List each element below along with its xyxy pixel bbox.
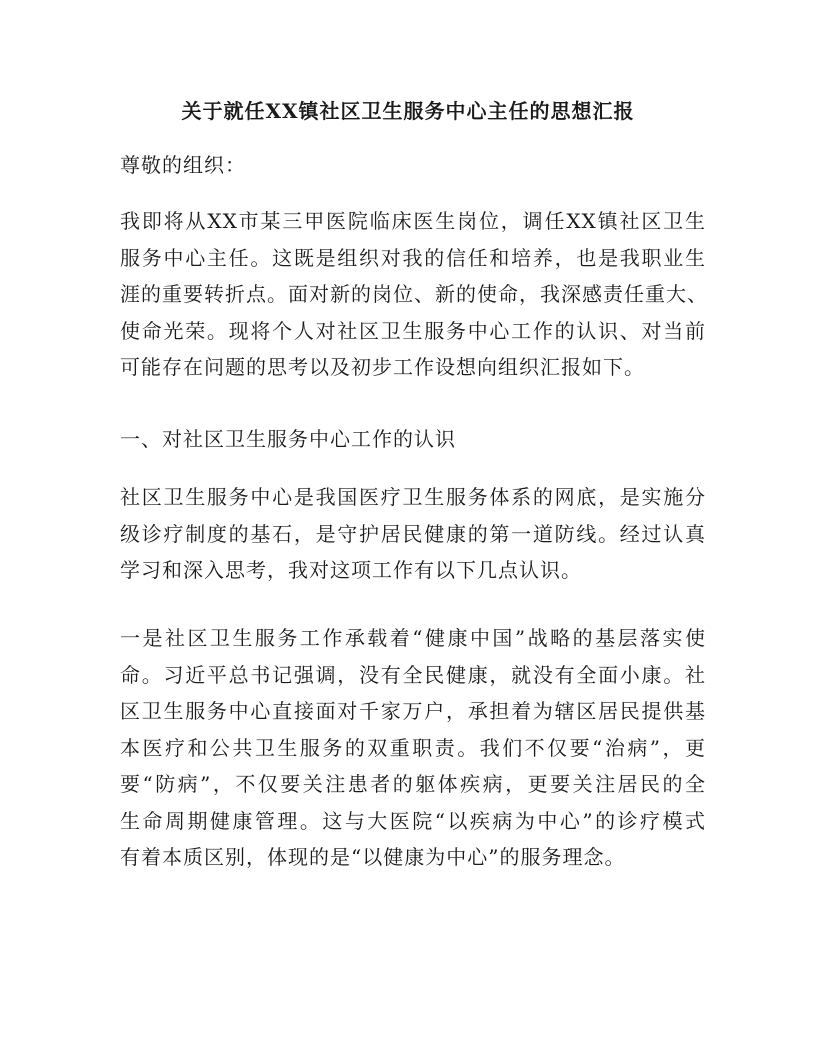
paragraph-line: 学习和深入思考，我对这项工作有以下几点认识。: [120, 558, 582, 582]
paragraph-intro: [120, 203, 706, 386]
paragraph-line: 涯的重要转折点。面对新的岗位、新的使命，我深感责任重大、: [120, 282, 708, 306]
paragraph-line: 社区卫生服务中心是我国医疗卫生服务体系的网底，是实施分: [120, 485, 706, 509]
document-title: 关于就任XX镇社区卫生服务中心主任的思想汇报: [181, 99, 635, 123]
paragraph-line: 区卫生服务中心直接面对千家万户，承担着为辖区居民提供基: [120, 699, 706, 723]
paragraph-line: 有着本质区别，体现的是“以健康为中心”的服务理念。: [120, 845, 626, 869]
salutation: 尊敬的组织：: [120, 153, 246, 177]
section-heading: 一、对社区卫生服务中心工作的认识: [120, 427, 456, 451]
paragraph-line: 本医疗和公共卫生服务的双重职责。我们不仅要“治病”，更: [120, 735, 706, 760]
paragraph-line: 可能存在问题的思考以及初步工作设想向组织汇报如下。: [120, 355, 645, 379]
paragraph-line: 级诊疗制度的基石，是守护居民健康的第一道防线。经过认真: [120, 521, 706, 546]
paragraph-understanding: [120, 479, 706, 589]
paragraph-line: 使命光荣。现将个人对社区卫生服务中心工作的认识、对当前: [120, 318, 706, 343]
paragraph-line: 要“防病”，不仅要关注患者的躯体疾病，更要关注居民的全: [120, 772, 706, 796]
paragraph-line: 我即将从XX市某三甲医院临床医生岗位，调任XX镇社区卫生: [120, 209, 706, 233]
paragraph-line: 一是社区卫生服务工作承载着“健康中国”战略的基层落实使: [120, 626, 706, 650]
paragraph-line: 命。习近平总书记强调，没有全民健康，就没有全面小康。社: [120, 662, 706, 687]
paragraph-line: 服务中心主任。这既是组织对我的信任和培养，也是我职业生: [120, 245, 706, 270]
paragraph-line: 生命周期健康管理。这与大医院“以疾病为中心”的诊疗模式: [120, 808, 706, 833]
paragraph-point-one: [120, 620, 706, 876]
